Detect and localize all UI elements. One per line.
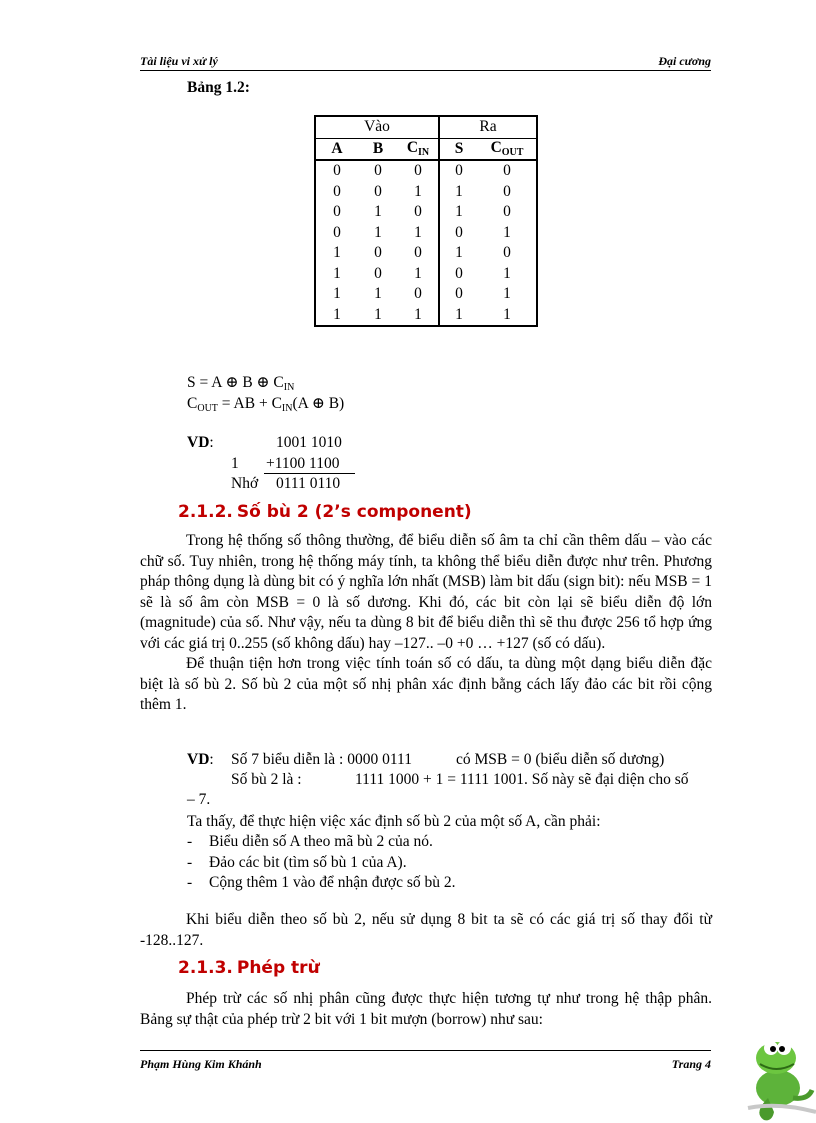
truth-table-cell: 1: [333, 264, 341, 282]
paragraph-2: Để thuận tiện hơn trong việc tính toán số có dấu, ta dùng một dạng biểu diễn đặc biệt là số bù 2. Số bù 2 của một số nhị phân xác định bằng cách lấy đảo các bit rồi cộng thêm 1.: [140, 655, 712, 713]
truth-table-cell: 1: [398, 223, 439, 244]
truth-table-row: [315, 305, 537, 327]
truth-table-cell: 0: [333, 203, 341, 221]
example2-line3: – 7.: [187, 791, 211, 808]
truth-table-cell: 0: [333, 223, 341, 241]
truth-table-cell: 0: [398, 243, 439, 264]
section-heading-2-1-3: 2.1.3. Phép trừ: [178, 958, 320, 978]
lizard-mascot-icon: [738, 1028, 816, 1123]
truth-table-row: [315, 202, 537, 223]
truth-table-wrap: [314, 115, 538, 327]
truth-table-cell: 1: [503, 223, 511, 241]
paragraph-4: Phép trừ các số nhị phân cũng được thực hiện tương tự như trong hệ thập phân. Bảng sự thật của phép trừ 2 bit với 1 bit mượn (borrow) như sau:: [140, 990, 712, 1028]
truth-table-cell: 0: [374, 162, 382, 180]
truth-table-row: [315, 223, 537, 244]
truth-table-cell: 1: [333, 305, 341, 323]
truth-table: [314, 115, 538, 327]
truth-table-cell: 1: [398, 305, 439, 327]
truth-table-cell: 0: [398, 202, 439, 223]
truth-table-cell: 0: [503, 244, 511, 262]
paragraph-1: Trong hệ thống số thông thường, để biểu diễn số âm ta chỉ cần thêm dấu – vào các chữ số. Tuy nhiên, trong hệ thống máy tính, ta không thể biểu diễn được như trên. Phương pháp thông dụng là dùng bit có ý nghĩa lớn nhất (MSB) làm bit dấu (sign bit): nếu MSB = 1 sẽ là số âm còn MSB = 0 là số dương. Khi đó, các bit còn lại sẽ biểu diễn độ lớn (magnitude) của số. Như vậy, nếu ta dùng 8 bit để biểu diễn thì sẽ thu được 256 tổ hợp ứng với các giá trị 0..255 (số không dấu) hay –127.. –0 +0 … +127 (số có dấu).: [140, 532, 712, 652]
group-out-header: Ra: [439, 116, 537, 138]
truth-table-cell: 0: [455, 285, 463, 303]
truth-table-cell: 0: [333, 182, 341, 200]
truth-table-cell: 0: [503, 203, 511, 221]
step-item: - Biểu diễn số A theo mã bù 2 của nó.: [187, 833, 433, 850]
paragraph-3: Khi biểu diễn theo số bù 2, nếu sử dụng 8 bit ta sẽ có các giá trị số thay đổi từ -128..127.: [140, 911, 712, 949]
paragraph-subtraction: [140, 989, 712, 1030]
header-title-right: Đại cương: [658, 54, 711, 68]
truth-table-cell: 0: [398, 160, 439, 182]
truth-table-row: [315, 264, 537, 285]
example2-line1-a: Số 7 biểu diễn là : 0000 0111: [231, 751, 412, 768]
paragraph-range: [140, 910, 712, 951]
example1-result: 0111 0110: [276, 475, 341, 492]
col-a-header: A: [331, 139, 343, 157]
truth-table-cell: 0: [374, 244, 382, 262]
truth-table-cell: 0: [374, 264, 382, 282]
steps-intro: Ta thấy, để thực hiện việc xác định số bù 2 của một số A, cần phải:: [187, 813, 601, 830]
truth-table-cell: 0: [374, 182, 382, 200]
section-heading-2-1-2: 2.1.2. Số bù 2 (2’s component): [178, 502, 472, 522]
truth-table-cell: 1: [333, 244, 341, 262]
truth-table-cell: 0: [398, 284, 439, 305]
truth-table-cell: 0: [455, 264, 463, 282]
truth-table-cell: 1: [455, 305, 463, 323]
example1-nho-label: Nhớ: [231, 475, 259, 492]
example2-label: VD:: [187, 751, 214, 768]
step-item: - Cộng thêm 1 vào để nhận được số bù 2.: [187, 874, 456, 891]
col-cin-header: $C_{IN}$: [398, 138, 439, 160]
truth-table-cell: 1: [455, 244, 463, 262]
footer-author: Phạm Hùng Kim Khánh: [140, 1057, 262, 1071]
truth-table-cell: 0: [503, 182, 511, 200]
truth-table-cell: 1: [333, 285, 341, 303]
truth-table-cell: 1: [503, 305, 511, 323]
example2-line2-b: 1111 1000 + 1 = 1111 1001. Số này sẽ đại diện cho số: [355, 771, 689, 788]
example1-label: VD:: [187, 434, 214, 451]
truth-table-cell: 1: [503, 285, 511, 303]
truth-table-row: [315, 284, 537, 305]
example1-carry: 1: [231, 455, 239, 472]
truth-table-body: [315, 160, 537, 326]
truth-table-cell: 1: [374, 285, 382, 303]
truth-table-cell: 1: [455, 182, 463, 200]
truth-table-cell: 1: [398, 182, 439, 203]
paragraph-negative-numbers: [140, 531, 712, 716]
table-caption: Bảng 1.2:: [187, 79, 250, 96]
truth-table-cell: 1: [374, 223, 382, 241]
truth-table-row: [315, 182, 537, 203]
group-in-header: Vào: [315, 116, 439, 138]
truth-table-cell: 1: [398, 264, 439, 285]
truth-table-cell: 0: [503, 162, 511, 180]
truth-table-cell: 1: [503, 264, 511, 282]
col-cout-header: $C_{OUT}$: [490, 139, 524, 159]
example2-line2-a: Số bù 2 là :: [231, 771, 302, 788]
truth-table-cell: 1: [374, 305, 382, 323]
example1-line2: +1100 1100: [266, 455, 340, 472]
truth-table-cell: 1: [374, 203, 382, 221]
formula-sum: S = A ⊕ B ⊕ $C_{IN}$: [187, 374, 295, 393]
truth-table-row: [315, 160, 537, 182]
step-item: - Đảo các bit (tìm số bù 1 của A).: [187, 853, 407, 871]
steps-list: [187, 832, 455, 894]
truth-table-cell: 0: [333, 162, 341, 180]
truth-table-cell: 0: [455, 223, 463, 241]
footer-page-number: Trang 4: [671, 1057, 711, 1071]
truth-table-cell: 0: [455, 162, 463, 180]
header-title-left: Tài liệu vi xử lý: [140, 54, 218, 68]
header-rule: [140, 70, 711, 71]
col-s-header: S: [454, 139, 464, 157]
col-b-header: B: [372, 139, 384, 157]
formula-carry: $C_{OUT}$ = AB + $C_{IN}(A$ ⊕ B): [187, 395, 345, 414]
footer-rule: [140, 1050, 711, 1051]
truth-table-row: [315, 243, 537, 264]
example2-line1-b: có MSB = 0 (biểu diễn số dương): [456, 751, 665, 768]
example1-line1: 1001 1010: [276, 434, 342, 451]
truth-table-cell: 1: [455, 203, 463, 221]
